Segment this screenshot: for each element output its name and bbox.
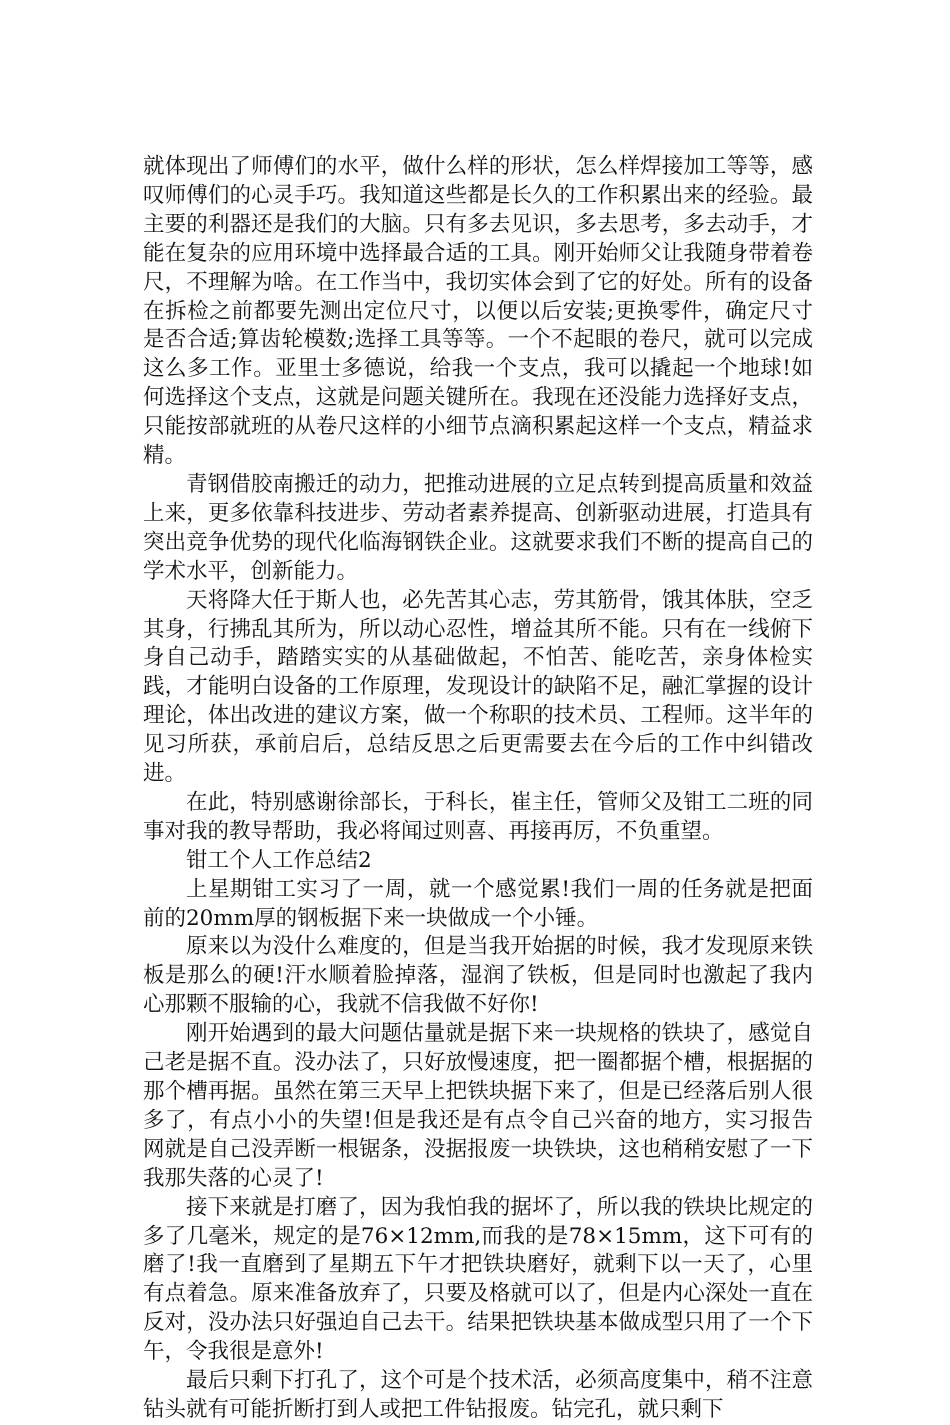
document-body: [143, 153, 813, 1425]
paragraph-8: 刚开始遇到的最大问题估量就是据下来一块规格的铁块了，感觉自己老是据不直。没办法了，只好放慢速度，把一圈都据个槽，根据据的那个槽再据。虽然在第三天早上把铁块据下来了，但是已经落后别人很多了，有点小小的失望!但是我还是有点令自己兴奋的地方，实习报告网就是自己没弄断一根锯条，没据报废一块铁块，这也稍稍安慰了一下我那失落的心灵了!: [143, 1021, 813, 1191]
paragraph-9: 接下来就是打磨了，因为我怕我的据坏了，所以我的铁块比规定的多了几毫米，规定的是76×12mm,而我的是78×15mm，这下可有的磨了!我一直磨到了星期五下午才把铁块磨好，就剩下以一天了，心里有点着急。原来准备放弃了，只要及格就可以了，但是内心深处一直在反对，没办法只好强迫自己去干。结果把铁块基本做成型只用了一个下午，令我很是意外!: [143, 1194, 813, 1365]
section-heading: 钳工个人工作总结2: [186, 847, 372, 873]
paragraph-4: 在此，特别感谢徐部长，于科长，崔主任，管师父及钳工二班的同事对我的教导帮助，我必将闻过则喜、再接再厉，不负重望。: [143, 789, 813, 844]
paragraph-7: 原来以为没什么难度的，但是当我开始据的时候，我才发现原来铁板是那么的硬!汗水顺着脸掉落，湿润了铁板，但是同时也激起了我内心那颗不服输的心，我就不信我做不好你!: [143, 934, 813, 1018]
paragraph-2: 青钢借胶南搬迁的动力，把推动进展的立足点转到提高质量和效益上来，更多依靠科技进步、劳动者素养提高、创新驱动进展，打造具有突出竞争优势的现代化临海钢铁企业。这就要求我们不断的提高自己的学术水平，创新能力。: [143, 471, 813, 584]
paragraph-10: 最后只剩下打孔了，这个可是个技术活，必须高度集中，稍不注意钻头就有可能折断打到人或把工件钻报废。钻完孔，就只剩下: [143, 1368, 813, 1422]
paragraph-1: 就体现出了师傅们的水平，做什么样的形状，怎么样焊接加工等等，感叹师傅们的心灵手巧。我知道这些都是长久的工作积累出来的经验。最主要的利器还是我们的大脑。只有多去见识，多去思考，多去动手，才能在复杂的应用环境中选择最合适的工具。刚开始师父让我随身带着卷尺，不理解为啥。在工作当中，我切实体会到了它的好处。所有的设备在拆检之前都要先测出定位尺寸，以便以后安装;更换零件，确定尺寸是否合适;算齿轮模数;选择工具等等。一个不起眼的卷尺，就可以完成这么多工作。亚里士多德说，给我一个支点，我可以撬起一个地球!如何选择这个支点，这就是问题关键所在。我现在还没能力选择好支点，只能按部就班的从卷尺这样的小细节点滴积累起这样一个支点，精益求精。: [143, 154, 813, 469]
paragraph-6: 上星期钳工实习了一周，就一个感觉累!我们一周的任务就是把面前的20mm厚的钢板据下来一块做成一个小锤。: [143, 876, 813, 931]
paragraph-3: 天将降大任于斯人也，必先苦其心志，劳其筋骨，饿其体肤，空乏其身，行拂乱其所为，所以动心忍性，增益其所不能。只有在一线俯下身自己动手，踏踏实实的从基础做起，不怕苦、能吃苦，亲身体检实践，才能明白设备的工作原理，发现设计的缺陷不足，融汇掌握的设计理论，体出改进的建议方案，做一个称职的技术员、工程师。这半年的见习所获，承前启后，总结反思之后更需要去在今后的工作中纠错改进。: [143, 587, 813, 787]
